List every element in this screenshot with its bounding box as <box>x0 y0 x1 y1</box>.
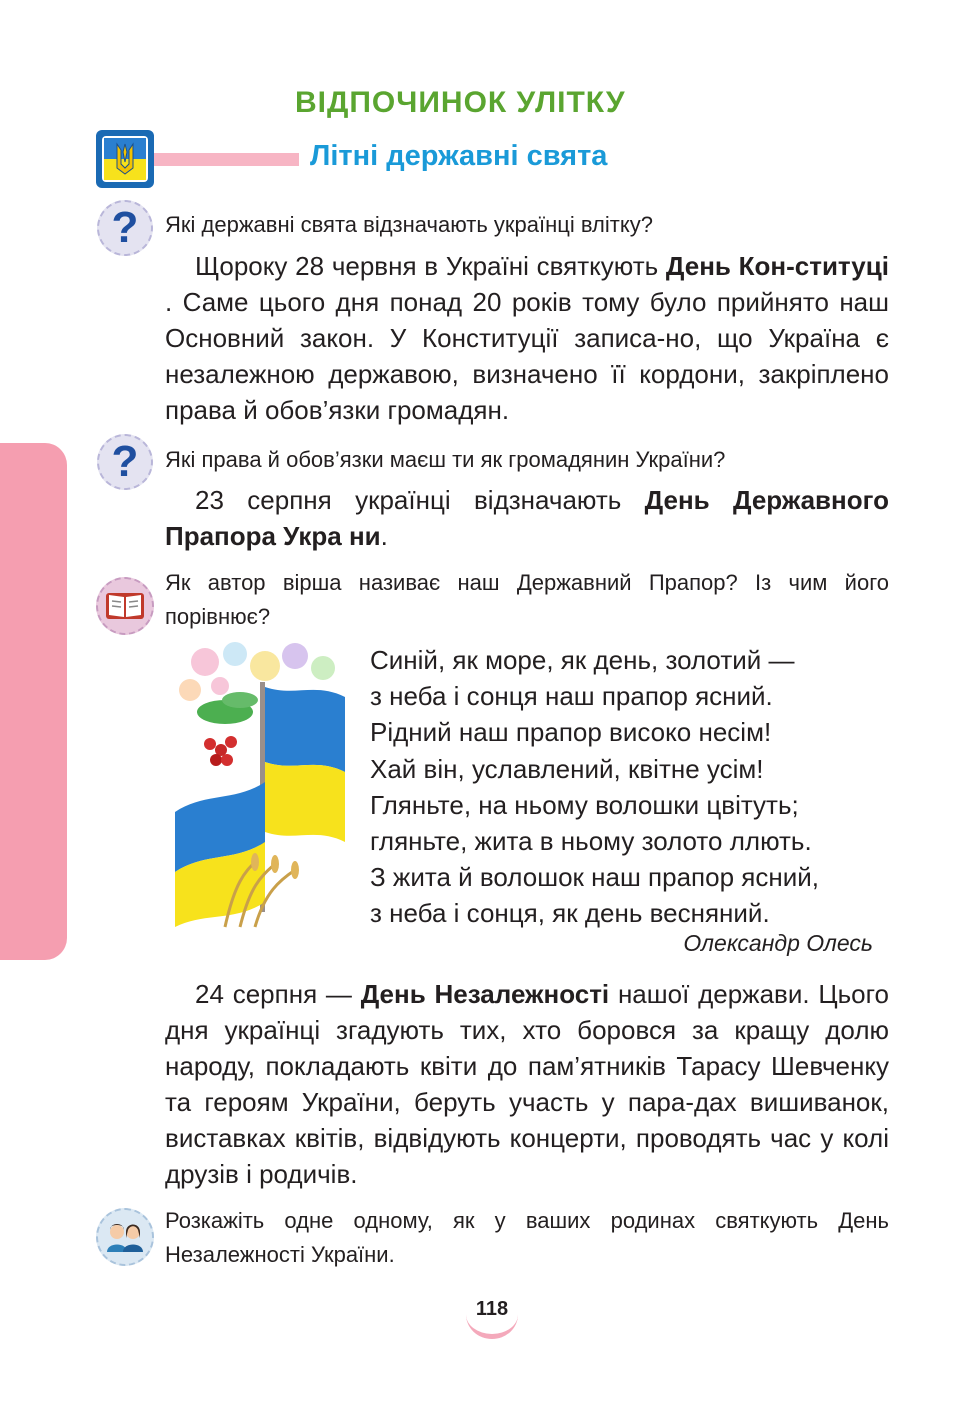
paragraph-text: . Саме цього дня понад 20 років тому було прийнято наш Основний закон. У Конституції записа-но, що Україна є незалежною державою, визначено її кордони, закріплено права й обов’язки громадян. <box>165 287 889 425</box>
task-pair-work: Розкажіть одне одному, як у ваших родинах святкують День Незалежності України. <box>165 1208 889 1267</box>
holiday-name: День Державного Прапора Укра ни <box>165 485 889 551</box>
holiday-name: День Незалежності <box>360 979 610 1009</box>
holiday-name: День Кон-ституці <box>665 251 889 281</box>
poem-line: з неба і сонця наш прапор ясний. <box>370 681 773 712</box>
poem <box>370 642 890 932</box>
flag-illustration <box>165 642 355 937</box>
topic-title-bar <box>154 153 299 166</box>
poem-line: Гляньте, на ньому волошки цвітуть; <box>370 789 799 820</box>
paragraph-constitution-day <box>165 248 889 428</box>
poem-line: З жита й волошок наш прапор ясний, <box>370 862 819 893</box>
paragraph-text: Щороку 28 червня в Україні святкують <box>195 251 666 281</box>
poem-line: Рідний наш прапор високо несім! <box>370 717 772 748</box>
trident-icon <box>96 130 154 188</box>
section-title: ВІДПОЧИНОК УЛІТКУ <box>295 86 626 119</box>
book-icon <box>96 577 154 635</box>
page-number: 118 <box>475 1298 509 1320</box>
paragraph-independence-day <box>165 976 889 1192</box>
question-2: Які права й обов’язки маєш ти як громадянин України? <box>165 447 726 472</box>
pair-icon <box>96 1208 154 1266</box>
page-side-tab <box>0 443 67 960</box>
topic-title: Літні державні свята <box>310 140 608 172</box>
poem-line: Хай він, уславлений, квітне усім! <box>370 753 764 784</box>
question-1: Які державні свята відзначають українці влітку? <box>165 212 653 237</box>
poem-line: Синій, як море, як день, золотий — <box>370 645 795 675</box>
paragraph-text: . <box>380 521 388 551</box>
paragraph-text: нашої держави. Цього дня українці згадують тих, хто боровся за кращу долю народу, покладають квіти до пам’ятників Тарасу Шевченку та героям України, беруть участь у пара-дах вишиванок, виставках квітів, відвідують концерти, проводять час у колі друзів і родичів. <box>165 979 889 1189</box>
question-icon: ? <box>97 200 153 256</box>
question-icon: ? <box>97 434 153 490</box>
poem-line: з неба і сонця, як день весняний. <box>370 898 770 929</box>
paragraph-flag-day <box>165 482 889 554</box>
paragraph-text: 23 серпня українці відзначають <box>195 485 645 515</box>
poem-author: Олександр Олесь <box>683 930 873 956</box>
poem-line: гляньте, жита в ньому золото ллють. <box>370 826 812 857</box>
page-number-badge <box>466 1290 518 1339</box>
question-3: Як автор вірша називає наш Державний Прапор? Із чим його порівнює? <box>165 570 889 629</box>
paragraph-text: 24 серпня — <box>195 979 361 1009</box>
